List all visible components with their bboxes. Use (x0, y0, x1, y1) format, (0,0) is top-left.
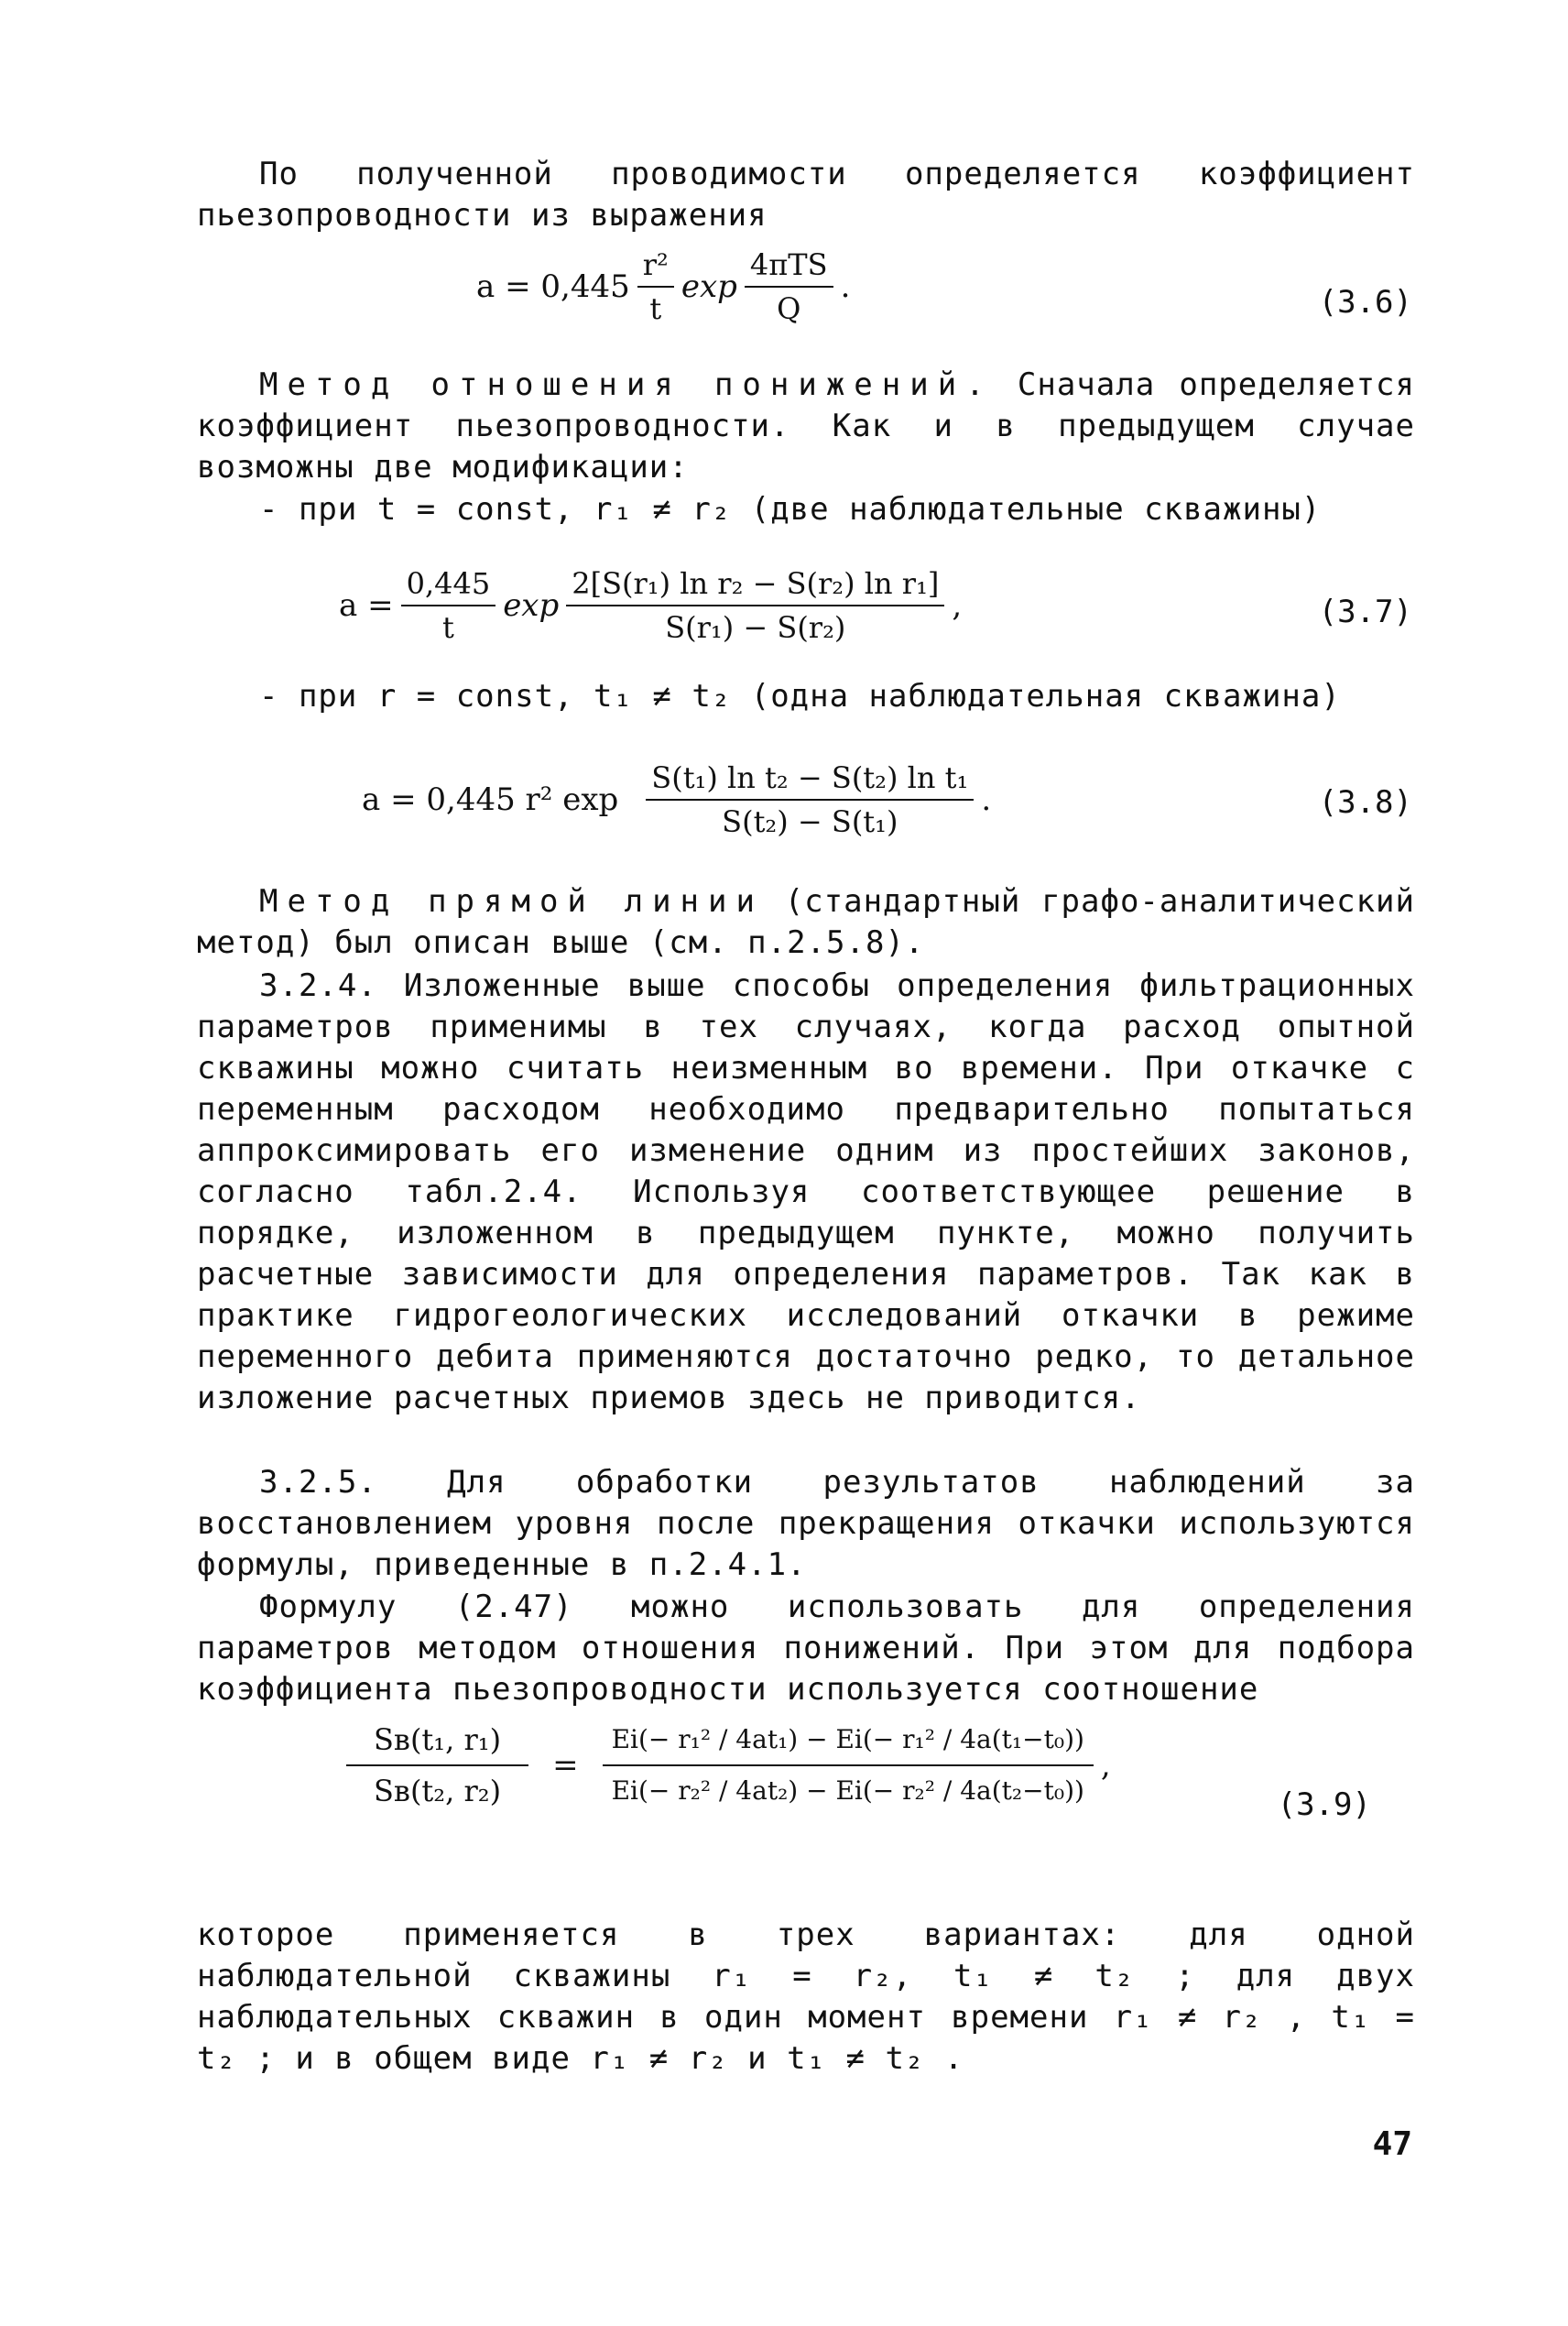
paragraph-3-2-4: 3.2.4. Изложенные выше способы определения фильтрационных параметров применимы в тех случаях, когда расход опытной скважины можно считать неизменным во времени. При откачке с переменным расходом необходимо предварительно попытаться аппроксимировать его изменение одним из простейших законов, согласно табл.2.4. Используя соответствующее решение в порядке, изложенном в предыдущем пункте, можно получить расчетные зависимости для определения параметров. Так как в практике гидрогеологических исследований откачки в режиме переменного дебита применяются достаточно редко, то детальное изложение расчетных приемов здесь не приводится. (197, 967, 1415, 1416)
eq36-exp-fraction (745, 247, 833, 326)
eq37-frac-den: t (441, 610, 454, 645)
method-line-heading: Метод прямой линии (259, 883, 764, 920)
page-number: 47 (1372, 2125, 1412, 2163)
equation-3-9 (339, 1722, 1111, 1808)
equation-3-8 (362, 760, 991, 839)
equation-3-7 (339, 566, 962, 645)
eq37-exp-den: S(r₁) − S(r₂) (665, 610, 846, 645)
eq36-lhs: a = 0,445 (476, 268, 630, 305)
eq38-number: (3.8) (1318, 784, 1412, 821)
paragraph-3-2-5: 3.2.5. Для обработки результатов наблюдений за восстановлением уровня после прекращения откачки используются формулы, приведенные в п.2.4.1. (197, 1464, 1415, 1583)
eq37-fraction (401, 566, 496, 645)
case-2: - при r = const, t₁ ≠ t₂ (одна наблюдательная скважина) (259, 678, 1341, 715)
eq39-rhs-fraction (603, 1722, 1094, 1808)
eq37-number: (3.7) (1318, 594, 1412, 630)
method-ratio-paragraph (197, 365, 1415, 488)
eq39-lhs-fraction (346, 1722, 528, 1808)
eq36-tail: . (840, 268, 851, 305)
paragraph-formula-2-47: Формулу (2.47) можно использовать для определения параметров методом отношения понижений. При этом для подбора коэффициента пьезопроводности используется соотношение (197, 1589, 1415, 1708)
eq36-exp-den: Q (777, 291, 801, 326)
final-paragraph: которое применяется в трех вариантах: для одной наблюдательной скважины r₁ = r₂, t₁ ≠ t₂ ; для двух наблюдательных скважин в один момент времени r₁ ≠ r₂ , t₁ = t₂ ; и в общем виде r₁ ≠ r₂ и t₁ ≠ t₂ . (197, 1916, 1415, 2077)
intro-paragraph: По полученной проводимости определяется коэффициент пьезопроводности из выражения (197, 156, 1415, 234)
eq37-exp-fraction (566, 566, 944, 645)
eq36-frac-den: t (649, 291, 662, 326)
eq37-frac-num: 0,445 (401, 566, 496, 606)
eq38-frac-num: S(t₁) ln t₂ − S(t₂) ln t₁ (646, 760, 974, 801)
eq38-tail: . (981, 781, 992, 818)
eq36-fraction (637, 247, 674, 326)
eq39-rhs-den: Ei(− r₂² / 4at₂) − Ei(− r₂² / 4a(t₂−t₀)) (611, 1775, 1084, 1806)
eq36-exp-num: 4πTS (745, 247, 833, 288)
method-ratio-text: Сначала определяется коэффициент пьезопроводности. Как и в предыдущем случае возможны две модификации: (197, 366, 1415, 486)
method-line-paragraph (197, 881, 1415, 964)
case-1: - при t = const, r₁ ≠ r₂ (две наблюдательные скважины) (259, 491, 1322, 528)
eq39-lhs-den: Sв(t₂, r₂) (374, 1774, 502, 1808)
eq39-tail: , (1100, 1747, 1111, 1784)
eq39-lhs-num: Sв(t₁, r₁) (346, 1722, 528, 1766)
eq38-fraction (646, 760, 974, 839)
eq39-rhs-num: Ei(− r₁² / 4at₁) − Ei(− r₁² / 4a(t₁−t₀)) (603, 1722, 1094, 1766)
eq38-frac-den: S(t₂) − S(t₁) (722, 804, 898, 839)
method-line-text: (стандартный графо-аналитический метод) был описан выше (см. п.2.5.8). (197, 883, 1415, 961)
method-ratio-heading: Метод отношения понижений. (259, 366, 994, 403)
eq36-frac-num: r² (637, 247, 674, 288)
eq37-tail: , (952, 587, 963, 624)
eq37-lhs: a = (339, 587, 394, 624)
eq36-exp: exp (681, 268, 737, 305)
eq39-number: (3.9) (1277, 1786, 1371, 1823)
eq37-exp-num: 2[S(r₁) ln r₂ − S(r₂) ln r₁] (566, 566, 944, 606)
eq36-number: (3.6) (1318, 284, 1412, 321)
eq38-lhs: a = 0,445 r² exp (362, 781, 619, 818)
equation-3-6 (476, 247, 850, 326)
eq37-exp: exp (503, 587, 560, 624)
eq39-equals: = (552, 1747, 579, 1784)
